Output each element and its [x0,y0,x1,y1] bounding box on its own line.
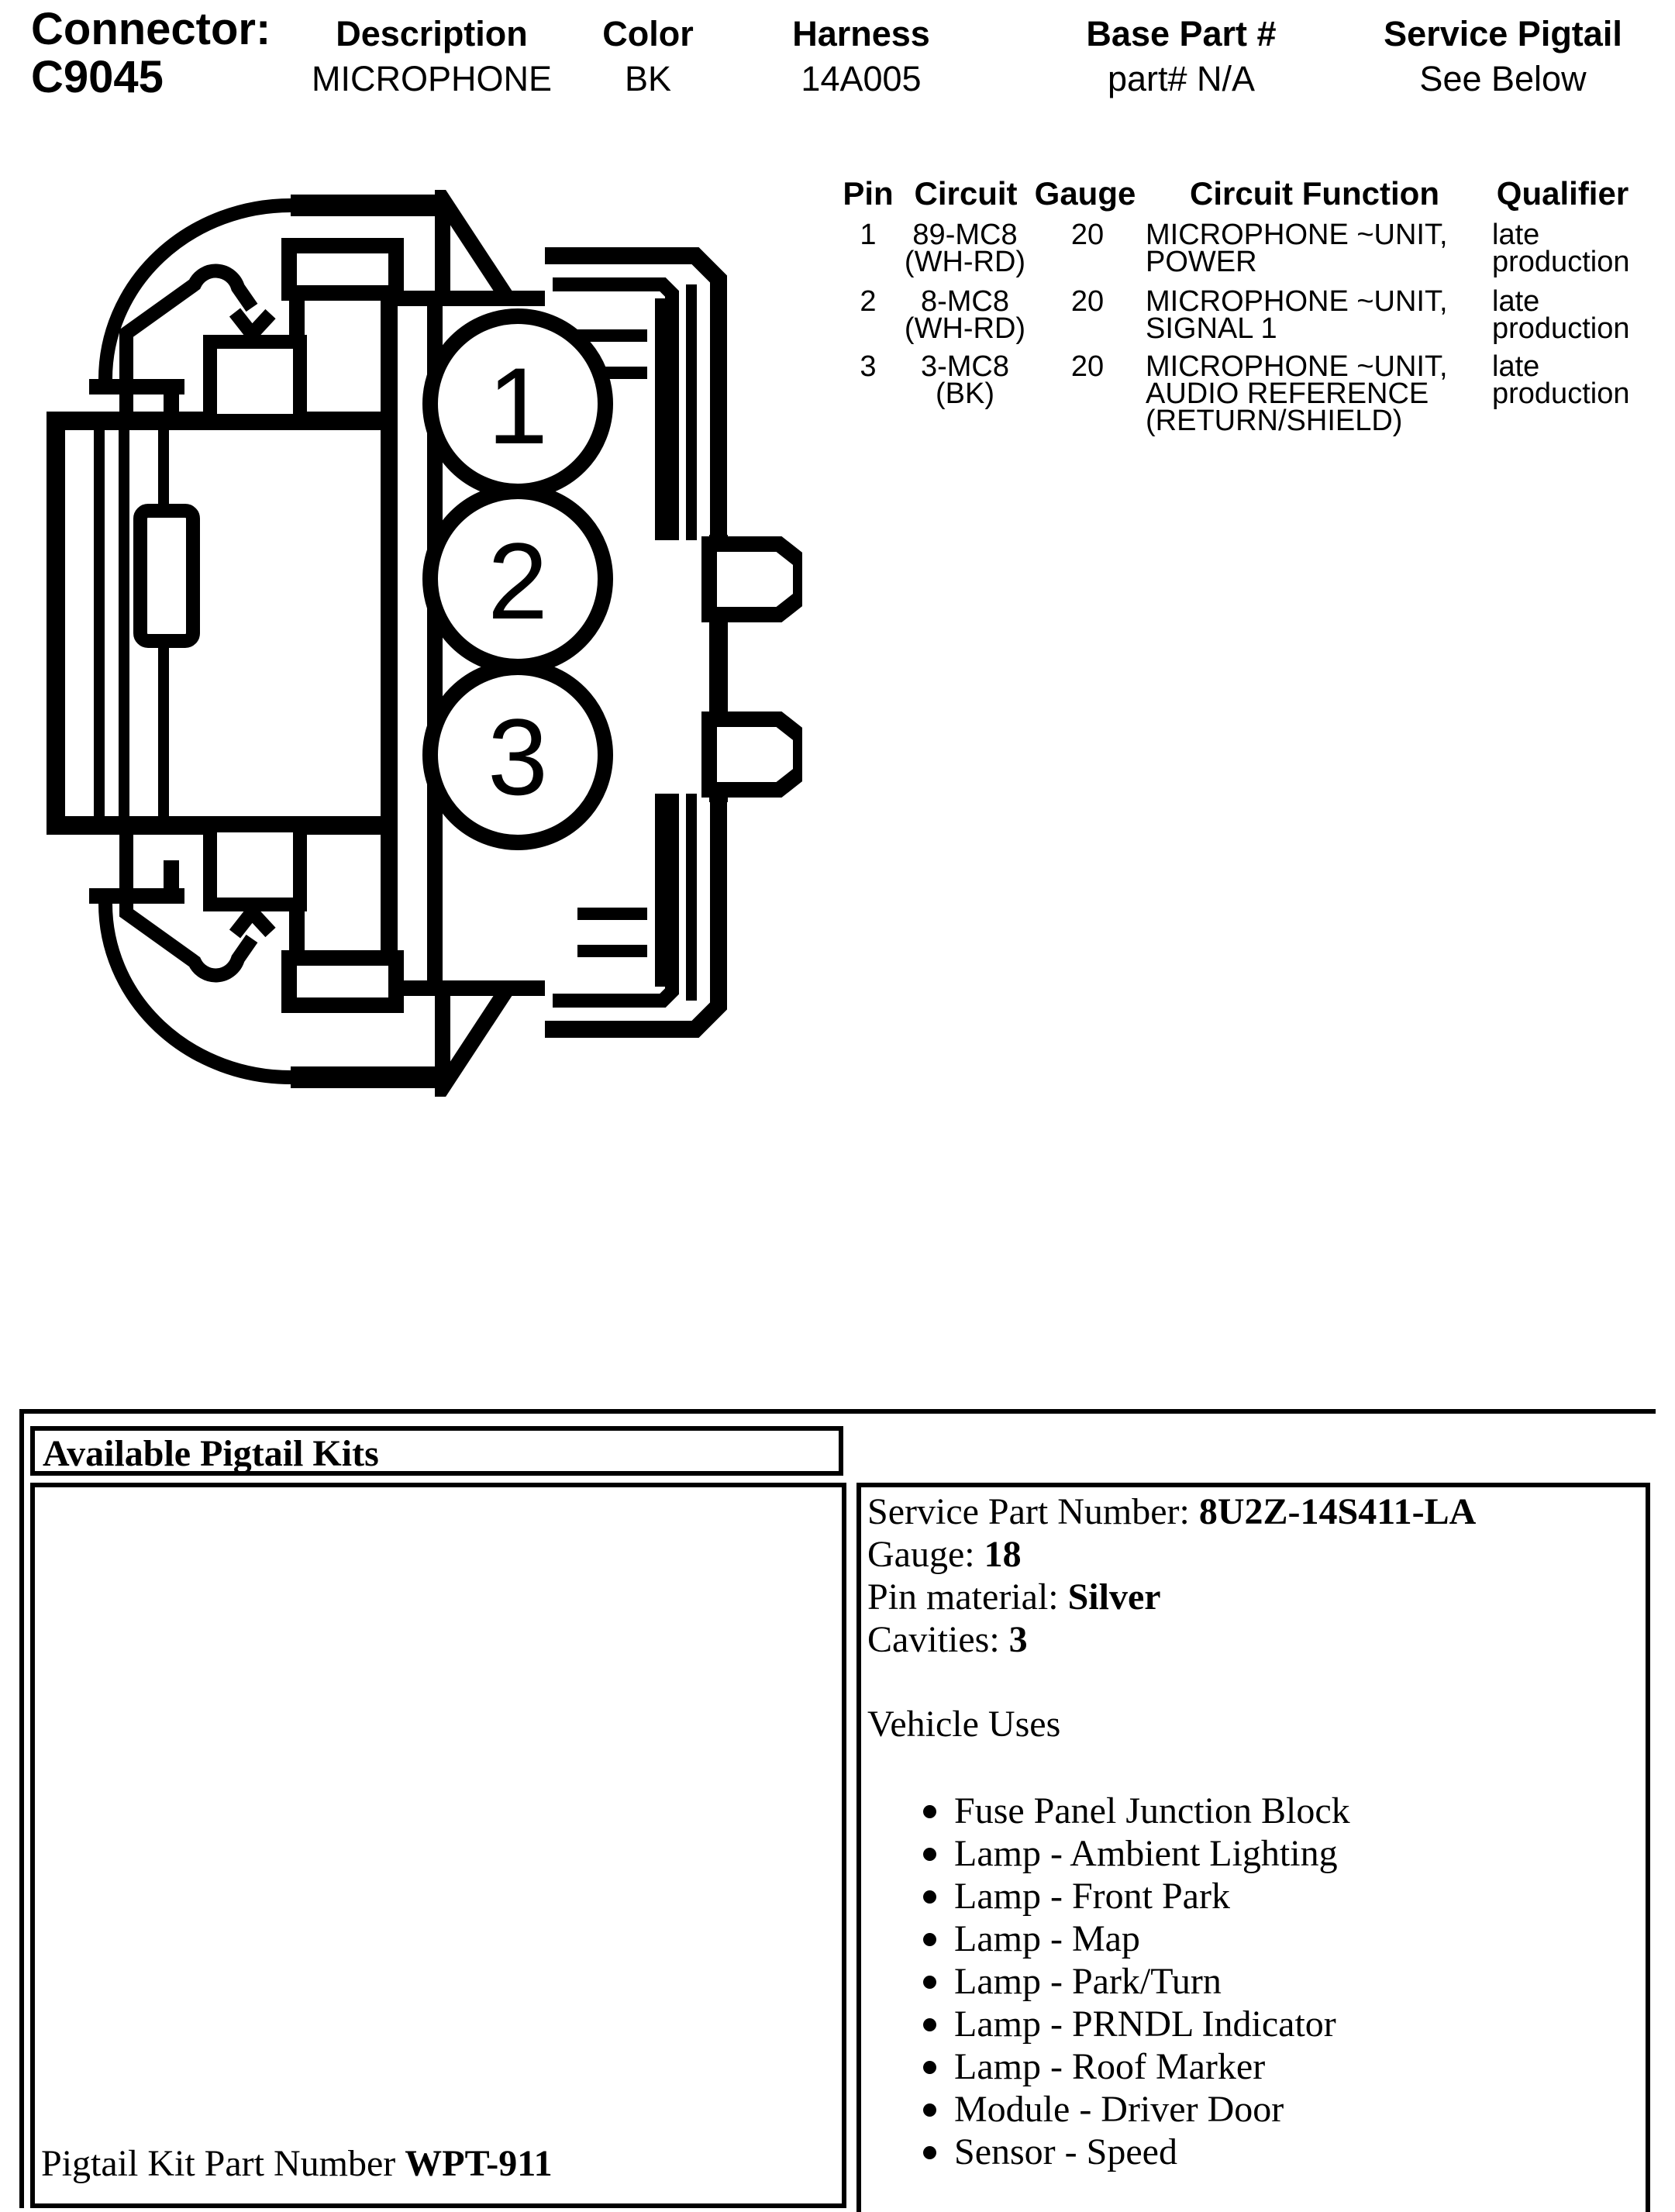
detail-value: 8U2Z-14S411-LA [1198,1491,1477,1532]
section-left-rule [19,1409,24,2208]
housing-slot [140,511,193,641]
pigtail-kit-number-line [41,2142,553,2185]
circuit-color: (BK) [936,377,994,410]
col-value-harness: 14A005 [801,59,922,98]
detail-value: 3 [1008,1619,1028,1660]
vehicle-use-item: Lamp - Park/Turn [867,1960,1350,2003]
pigtail-kit-box [30,1483,846,2208]
detail-label: Service Part Number: [867,1491,1199,1532]
qualifier-line: production [1492,377,1630,410]
function-line: MICROPHONE ~UNIT, [1146,350,1448,383]
vehicle-uses-title: Vehicle Uses [867,1704,1061,1745]
detail-value: 18 [984,1534,1022,1575]
vehicle-use-item: Fuse Panel Junction Block [867,1790,1350,1832]
index-wedge-bottom [443,988,508,1087]
detail-line [867,1490,1476,1533]
detail-label: Pin material: [867,1576,1068,1618]
pigtail-kits-header-box [30,1426,843,1476]
connector-id: C9045 [31,52,164,102]
vehicle-uses-list [867,1790,1350,2173]
function-cell [1146,219,1448,278]
function-line: MICROPHONE ~UNIT, [1146,285,1448,318]
vehicle-use-item: Lamp - Map [867,1917,1350,1960]
latch-bridge-top [289,246,396,293]
service-part-details [867,1490,1476,1661]
circuit-cell [904,219,1026,278]
col-label-harness: Harness [792,14,930,53]
vehicle-use-item: Lamp - Roof Marker [867,2045,1350,2088]
seal-hook-notch-bottom [235,912,271,934]
pin-table-header-pin: Pin [843,175,894,212]
circuit-cell [920,350,1010,410]
vehicle-use-item: Lamp - Ambient Lighting [867,1832,1350,1875]
seal-block-bottom [210,825,300,904]
circuit-color: (WH-RD) [904,246,1026,278]
pin-1-label: 1 [488,345,548,467]
pigtail-kit-number-label: Pigtail Kit Part Number [41,2143,405,2184]
qualifier-cell [1492,350,1630,410]
function-line: (RETURN/SHIELD) [1146,405,1403,437]
pin-table-header-qualifier: Qualifier [1496,175,1629,212]
detail-value: Silver [1067,1576,1161,1618]
circuit-code: 8-MC8 [920,285,1010,318]
function-cell [1146,285,1448,345]
col-label-color: Color [602,14,694,53]
latch-bridge-bottom [289,958,396,1005]
col-value-color: BK [624,59,672,98]
col-value-description: MICROPHONE [311,59,553,98]
col-label-description: Description [336,14,528,53]
qualifier-line: production [1492,246,1630,278]
function-cell [1146,350,1448,437]
circuit-code: 3-MC8 [920,350,1010,383]
qualifier-cell [1492,285,1630,345]
qualifier-line: late [1492,219,1540,251]
pin-2-label: 2 [488,520,548,642]
qualifier-line: production [1492,312,1630,345]
pin-table-header-circuit: Circuit [914,175,1018,212]
vehicle-use-item: Lamp - Front Park [867,1875,1350,1917]
vehicle-use-item: Module - Driver Door [867,2088,1350,2131]
detail-label: Cavities: [867,1619,1009,1660]
gauge-cell: 20 [1070,350,1105,383]
section-top-rule [19,1409,1656,1414]
pin-3-label: 3 [488,696,548,818]
housing-body-outline [56,421,390,825]
col-label-service-pigtail: Service Pigtail [1384,14,1622,53]
gauge-cell: 20 [1070,285,1105,318]
function-line: AUDIO REFERENCE [1146,377,1429,410]
gauge-cell: 20 [1070,219,1105,251]
seal-hook-notch-top [235,312,271,334]
vehicle-use-item: Sensor - Speed [867,2131,1350,2173]
detail-line [867,1618,1476,1661]
connector-title-label: Connector: [31,4,271,54]
function-line: SIGNAL 1 [1146,312,1277,345]
circuit-color: (WH-RD) [904,312,1026,345]
function-line: POWER [1146,246,1257,278]
col-label-base-part: Base Part # [1086,14,1277,53]
pin-number: 2 [860,285,877,318]
function-line: MICROPHONE ~UNIT, [1146,219,1448,251]
detail-label: Gauge: [867,1534,984,1575]
qualifier-line: late [1492,350,1540,383]
pin-table-header-gauge: Gauge [1034,175,1136,212]
index-wedge-top [443,199,508,298]
seal-block-top [210,342,300,421]
qualifier-line: late [1492,285,1540,318]
pigtail-kit-number: WPT-911 [405,2143,553,2184]
detail-line [867,1576,1476,1618]
col-value-service-pigtail: See Below [1419,59,1587,98]
col-value-base-part: part# N/A [1107,59,1256,98]
pigtail-kits-title: Available Pigtail Kits [43,1433,379,1474]
vehicle-use-item: Lamp - PRNDL Indicator [867,2003,1350,2045]
pin-number: 3 [860,350,877,383]
detail-line [867,1533,1476,1576]
connector-diagram [43,190,802,1097]
pin-number: 1 [860,219,877,251]
pin-table-header-function: Circuit Function [1190,175,1439,212]
circuit-cell [904,285,1026,345]
qualifier-cell [1492,219,1630,278]
circuit-code: 89-MC8 [912,219,1018,251]
service-part-box [856,1483,1650,2212]
